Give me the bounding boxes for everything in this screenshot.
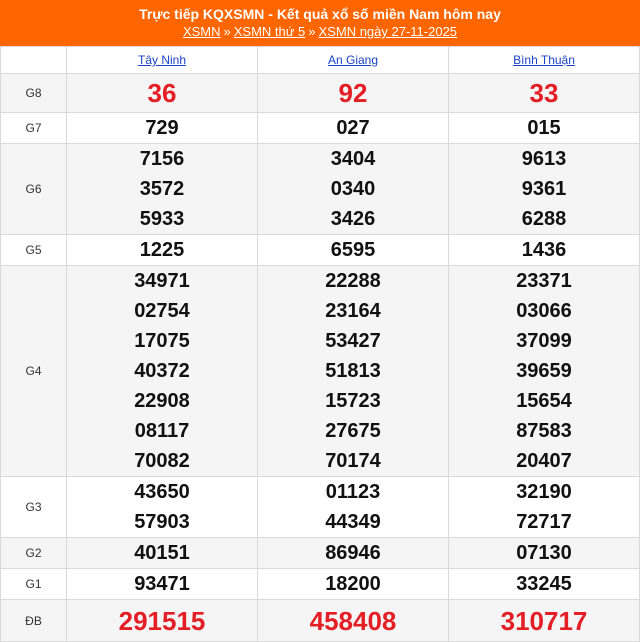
prize-cell [449, 144, 640, 235]
result-number: 3572 [139, 178, 185, 200]
result-number: 51813 [325, 360, 381, 382]
result-number: 1436 [521, 239, 567, 261]
prize-cell [449, 600, 640, 642]
prize-row [1, 235, 640, 266]
page-title: Trực tiếp KQXSMN - Kết quả xổ số miền Nam hôm nay [139, 6, 501, 22]
province-header [258, 47, 449, 74]
result-number: 18200 [325, 573, 381, 595]
prize-row [1, 266, 640, 477]
result-number: 34971 [134, 270, 190, 292]
result-number: 07130 [516, 542, 572, 564]
prize-cell [67, 569, 258, 600]
result-number: 53427 [325, 330, 381, 352]
prize-label: G7 [1, 113, 67, 144]
prize-row [1, 144, 640, 235]
prize-cell [258, 569, 449, 600]
result-number: 22288 [325, 270, 381, 292]
prize-cell [258, 144, 449, 235]
prize-label: ĐB [1, 600, 67, 642]
result-number: 08117 [134, 420, 190, 442]
prize-cell [67, 113, 258, 144]
result-number: 3404 [330, 148, 376, 170]
result-number: 44349 [325, 511, 381, 533]
province-header [67, 47, 258, 74]
prize-cell [67, 600, 258, 642]
results-header [0, 0, 640, 46]
province-link-an-giang[interactable]: An Giang [327, 53, 379, 67]
prize-row [1, 74, 640, 113]
result-number: 72717 [516, 511, 572, 533]
prize-cell [258, 74, 449, 113]
prize-cell [258, 477, 449, 538]
prize-cell [258, 235, 449, 266]
result-number: 458408 [309, 605, 397, 636]
prize-cell [67, 74, 258, 113]
breadcrumb-separator: » [223, 24, 231, 39]
result-number: 3426 [330, 208, 376, 230]
result-number: 17075 [134, 330, 190, 352]
result-number: 39659 [516, 360, 572, 382]
prize-label: G3 [1, 477, 67, 538]
prize-cell [67, 144, 258, 235]
result-number: 6595 [330, 239, 376, 261]
prize-row [1, 538, 640, 569]
province-header [449, 47, 640, 74]
result-number: 27675 [325, 420, 381, 442]
result-number: 7156 [139, 148, 185, 170]
result-number: 33 [529, 78, 559, 108]
result-number: 36 [147, 78, 177, 108]
prize-cell [449, 569, 640, 600]
result-number: 70174 [325, 450, 381, 472]
prize-cell [67, 538, 258, 569]
result-number: 5933 [139, 208, 185, 230]
prize-cell [449, 235, 640, 266]
result-number: 02754 [134, 300, 190, 322]
prize-rows [1, 74, 640, 642]
result-number: 027 [336, 117, 370, 139]
result-number: 23164 [325, 300, 381, 322]
result-number: 33245 [516, 573, 572, 595]
result-number: 310717 [500, 605, 588, 636]
result-number: 20407 [516, 450, 572, 472]
prize-label: G2 [1, 538, 67, 569]
result-number: 22908 [134, 390, 190, 412]
breadcrumb-separator: » [308, 24, 316, 39]
result-number: 40151 [134, 542, 190, 564]
results-table [0, 46, 640, 642]
result-number: 70082 [134, 450, 190, 472]
result-number: 15723 [325, 390, 381, 412]
prize-cell [258, 538, 449, 569]
prize-cell [449, 113, 640, 144]
result-number: 9613 [521, 148, 567, 170]
result-number: 57903 [134, 511, 190, 533]
breadcrumb-xsmn-link[interactable]: XSMN [182, 24, 221, 39]
prize-row [1, 569, 640, 600]
prize-label: G1 [1, 569, 67, 600]
result-number: 03066 [516, 300, 572, 322]
result-number: 92 [338, 78, 368, 108]
result-number: 43650 [134, 481, 190, 503]
prize-label: G4 [1, 266, 67, 477]
result-number: 729 [145, 117, 179, 139]
prize-label: G8 [1, 74, 67, 113]
prize-cell [258, 600, 449, 642]
result-number: 87583 [516, 420, 572, 442]
breadcrumb [0, 23, 640, 41]
result-number: 93471 [134, 573, 190, 595]
result-number: 37099 [516, 330, 572, 352]
prize-cell [258, 113, 449, 144]
result-number: 40372 [134, 360, 190, 382]
result-number: 0340 [330, 178, 376, 200]
result-number: 015 [527, 117, 561, 139]
result-number: 15654 [516, 390, 572, 412]
result-number: 291515 [118, 605, 206, 636]
result-number: 6288 [521, 208, 567, 230]
result-number: 23371 [516, 270, 572, 292]
result-number: 1225 [139, 239, 185, 261]
prize-cell [258, 266, 449, 477]
result-number: 9361 [521, 178, 567, 200]
prize-row [1, 113, 640, 144]
result-number: 86946 [325, 542, 381, 564]
prize-cell [67, 235, 258, 266]
prize-cell [67, 266, 258, 477]
prize-column-header [1, 47, 67, 74]
province-link-tay-ninh[interactable]: Tây Ninh [137, 53, 187, 67]
breadcrumb-weekday-link[interactable]: XSMN thứ 5 [233, 24, 306, 39]
prize-cell [449, 477, 640, 538]
prize-label: G6 [1, 144, 67, 235]
prize-cell [449, 74, 640, 113]
prize-row [1, 600, 640, 642]
result-number: 32190 [516, 481, 572, 503]
province-link-binh-thuan[interactable]: Bình Thuận [513, 53, 575, 67]
prize-cell [67, 477, 258, 538]
breadcrumb-date-link[interactable]: XSMN ngày 27-11-2025 [318, 24, 458, 39]
prize-cell [449, 538, 640, 569]
prize-label: G5 [1, 235, 67, 266]
prize-row [1, 477, 640, 538]
result-number: 01123 [325, 481, 381, 503]
prize-cell [449, 266, 640, 477]
